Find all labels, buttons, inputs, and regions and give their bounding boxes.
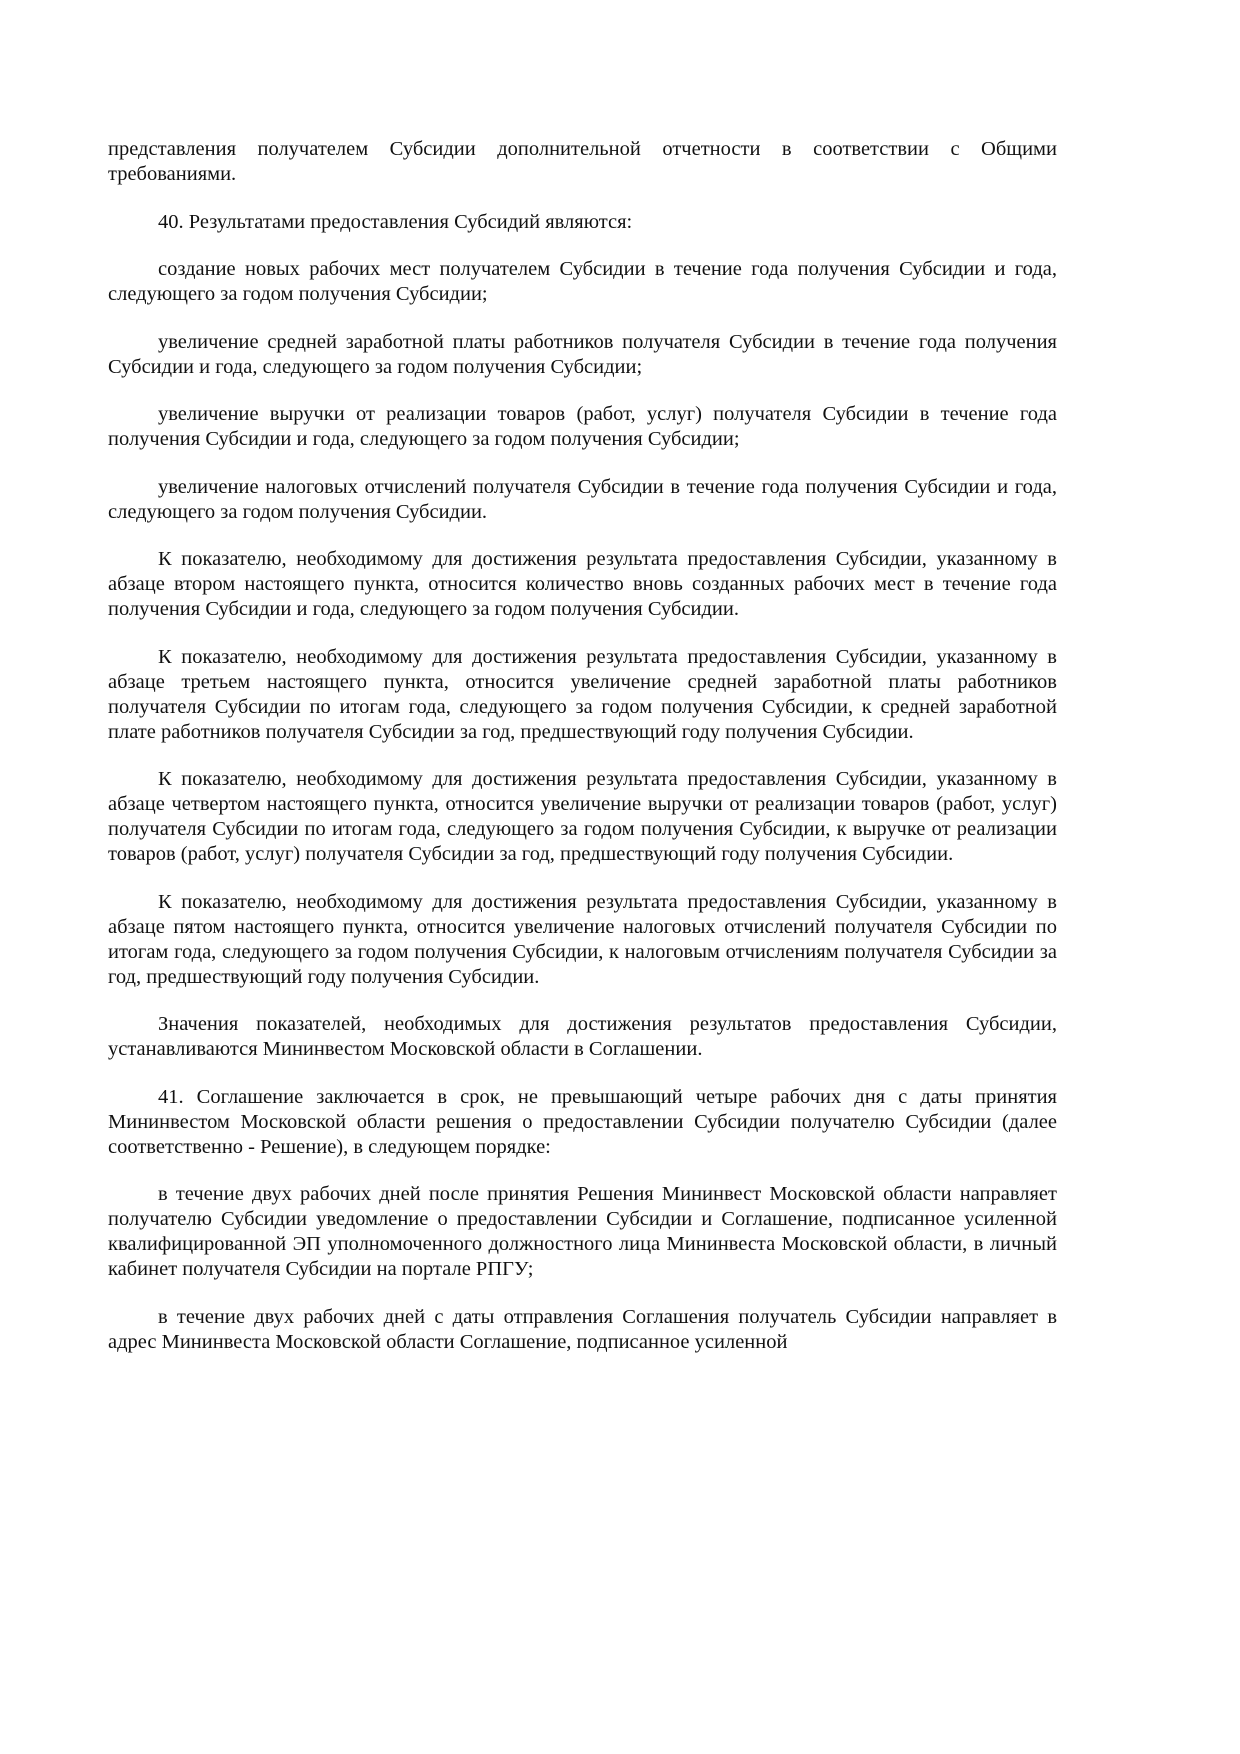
paragraph-indicator-jobs: К показателю, необходимому для достижения результата предоставления Субсидии, указанному в абзаце втором настоящего пункта, относится количество вновь созданных рабочих мест в течение года получения Субсидии и года, следующего за годом получения Субсидии. [108,548,1057,620]
paragraph-result-jobs: создание новых рабочих мест получателем Субсидии в течение года получения Субсидии и года, следующего за годом получения Субсидии; [108,258,1057,305]
paragraph-continuation: представления получателем Субсидии дополнительной отчетности в соответствии с Общими требованиями. [108,138,1057,185]
paragraph-result-revenue: увеличение выручки от реализации товаров (работ, услуг) получателя Субсидии в течение года получения Субсидии и года, следующего за годом получения Субсидии; [108,403,1057,450]
paragraph-procedure-step-2: в течение двух рабочих дней с даты отправления Соглашения получатель Субсидии направляет в адрес Мининвеста Московской области Соглашение, подписанное усиленной [108,1305,1057,1353]
paragraph-indicator-values: Значения показателей, необходимых для достижения результатов предоставления Субсидии, устанавливаются Мининвестом Московской области в Соглашении. [108,1013,1057,1060]
paragraph-result-salary: увеличение средней заработной платы работников получателя Субсидии в течение года получения Субсидии и года, следующего за годом получения Субсидии; [108,330,1057,378]
paragraph-result-taxes: увеличение налоговых отчислений получателя Субсидии в течение года получения Субсидии и года, следующего за годом получения Субсидии. [108,475,1057,523]
paragraph-indicator-taxes: К показателю, необходимому для достижения результата предоставления Субсидии, указанному в абзаце пятом настоящего пункта, относится увеличение налоговых отчислений получателя Субсидии по итогам года, следующего за годом получения Субсидии, к налоговым отчислениям получателя Субсидии за год, предшествующий году получения Субсидии. [108,890,1057,988]
paragraph-item-41: 41. Соглашение заключается в срок, не превышающий четыре рабочих дня с даты принятия Мининвестом Московской области решения о предоставлении Субсидии получателю Субсидии (далее соответственно - Решение), в следующем порядке: [108,1085,1057,1158]
paragraph-procedure-step-1: в течение двух рабочих дней после принятия Решения Мининвест Московской области направляет получателю Субсидии уведомление о предоставлении Субсидии и Соглашение, подписанное усиленной квалифицированной ЭП уполномоченного должностного лица Мининвеста Московской области, в личный кабинет получателя Субсидии на портале РПГУ; [108,1183,1057,1280]
paragraph-indicator-salary: К показателю, необходимому для достижения результата предоставления Субсидии, указанному в абзаце третьем настоящего пункта, относится увеличение средней заработной платы работников получателя Субсидии по итогам года, следующего за годом получения Субсидии, к средней заработной плате работников получателя Субсидии за год, предшествующий году получения Субсидии. [108,645,1057,743]
paragraph-item-40: 40. Результатами предоставления Субсидий являются: [158,210,633,233]
document-page [108,137,1057,1377]
paragraph-indicator-revenue: К показателю, необходимому для достижения результата предоставления Субсидии, указанному в абзаце четвертом настоящего пункта, относится увеличение выручки от реализации товаров (работ, услуг) получателя Субсидии по итогам года, следующего за годом получения Субсидии, к выручке от реализации товаров (работ, услуг) получателя Субсидии за год, предшествующий году получения Субсидии. [108,768,1057,865]
